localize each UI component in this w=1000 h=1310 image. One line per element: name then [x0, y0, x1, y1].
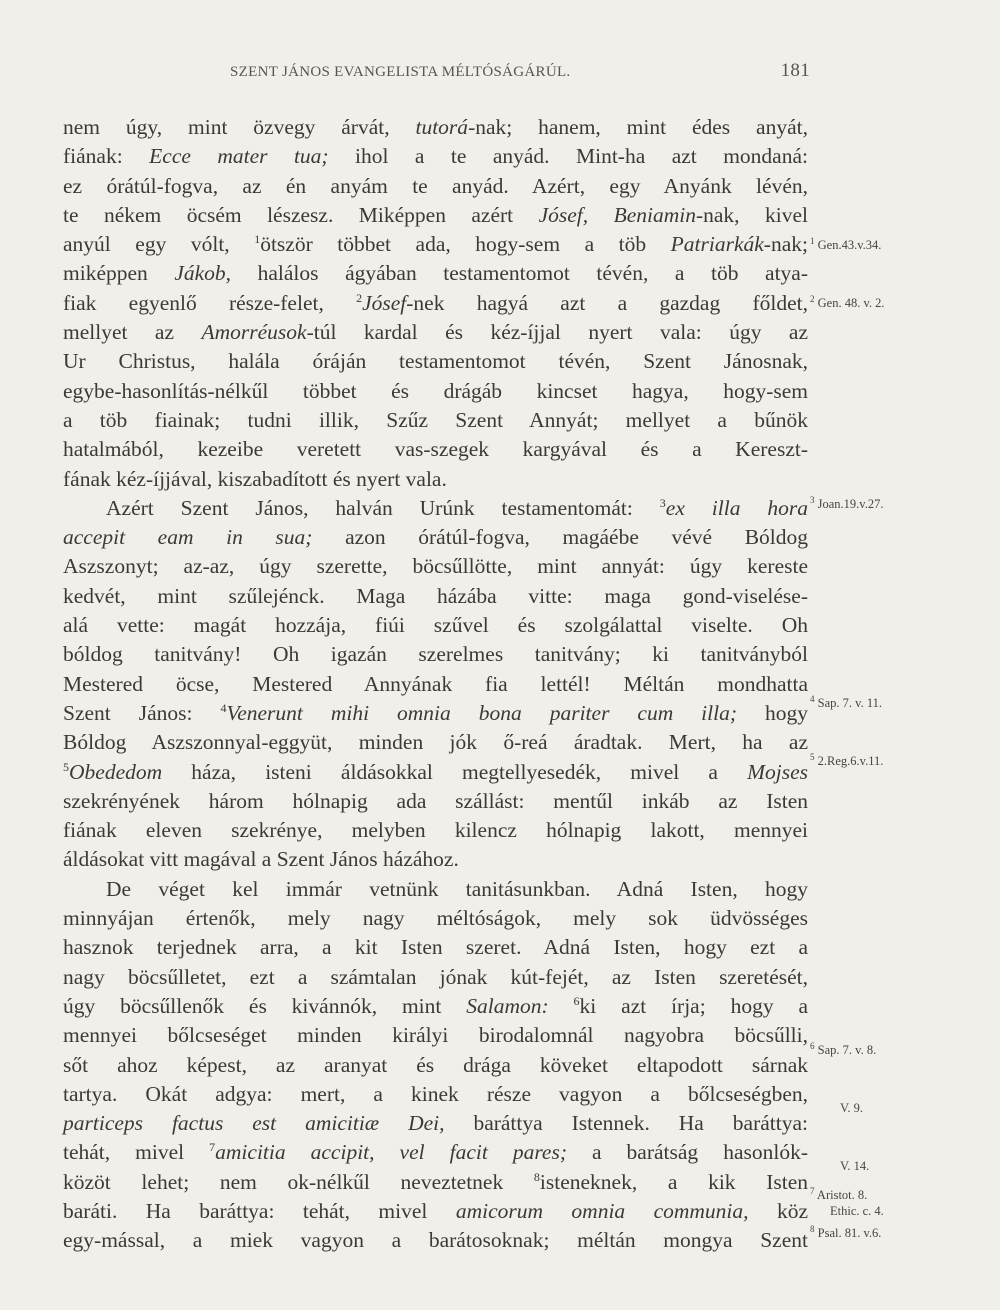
note-text: Ethic. c. 4.	[830, 1204, 884, 1218]
italic-text: Jósef, Beniamin	[538, 202, 696, 227]
text-run: isteneknek, a kik Isten	[539, 1169, 808, 1194]
text-line	[63, 113, 808, 142]
note-marker: 6	[810, 1041, 815, 1051]
italic-text: ex illa hora	[665, 495, 808, 520]
text-run: egybe-hasonlítás-nélkűl többet és drágáb kincset hagya, hogy-sem	[63, 378, 808, 403]
italic-text: Patriarkák	[670, 232, 764, 257]
text-line	[63, 1021, 808, 1050]
text-line	[63, 963, 808, 992]
italic-text: tutorá	[415, 115, 469, 139]
text-line	[63, 347, 808, 376]
text-run: Szent János:	[63, 700, 221, 725]
text-line	[63, 640, 808, 669]
text-line	[63, 845, 808, 874]
text-line	[63, 1138, 808, 1167]
text-line	[63, 172, 808, 201]
text-line	[63, 435, 808, 464]
text-line	[63, 1109, 808, 1138]
italic-text: Ecce mater tua;	[149, 144, 329, 169]
main-text	[63, 113, 808, 1256]
text-run: Bóldog Aszszonnyal-eggyüt, minden jók ő-reá áradtak. Mert, ha az	[63, 730, 808, 755]
text-run: halálos ágyában testamentomot tévén, a töb atya-	[231, 261, 808, 286]
text-run: bóldog tanitvány! Oh igazán szerelmes tanitvány; ki tanitványból	[63, 642, 808, 667]
text-line	[63, 1168, 808, 1197]
text-run: Aszszonyt; az-az, úgy szerette, böcsűllötte, mint annyát: úgy kereste	[63, 554, 808, 579]
text-line	[63, 992, 808, 1021]
footnote-marker: 1	[254, 232, 261, 247]
text-line	[63, 230, 808, 259]
italic-text: Jósef	[362, 290, 407, 315]
margin-note	[810, 238, 881, 253]
footnote-marker: 6	[573, 993, 580, 1008]
text-run: egy-mással, a miek vagyon a barátosoknak; méltán mongya Szent	[63, 1228, 808, 1253]
italic-text: amicitia accipit, vel facit pares;	[215, 1140, 567, 1165]
text-line	[63, 259, 808, 288]
note-text: Joan.19.v.27.	[814, 497, 884, 511]
page-number: 181	[780, 60, 810, 81]
note-text: Aristot. 8.	[814, 1188, 868, 1202]
text-run: Mestered öcse, Mestered Annyának fia lettél! Méltán mondhatta	[63, 671, 808, 696]
text-run	[549, 994, 574, 1018]
footnote-marker: 8	[533, 1169, 540, 1184]
text-run: nem úgy, mint özvegy árvát,	[63, 115, 416, 139]
text-run: hatalmából, kezeibe veretett vas-szegek kargyával és a Kereszt-	[63, 437, 808, 462]
text-run: a barátság hasonlók-	[566, 1140, 808, 1165]
running-title: SZENT JÁNOS EVANGELISTA MÉLTÓSÁGÁRÚL.	[230, 64, 571, 80]
text-line	[63, 670, 808, 699]
text-run: nagy böcsűlletet, ezt a számtalan jónak kút-fejét, az Isten szeretését,	[63, 964, 808, 989]
note-text: Gen. 48. v. 2.	[814, 296, 885, 310]
text-run: hogy	[737, 700, 808, 725]
italic-text: Amorréusok	[201, 320, 307, 345]
text-run: a töb fiainak; tudni illik, Szűz Szent Annyát; mellyet a bűnök	[63, 407, 808, 432]
text-run: sőt ahoz képest, az aranyat és drága köveket eltapodott sárnak	[63, 1052, 808, 1077]
text-line	[63, 289, 808, 318]
text-run: baráttya Istennek. Ha baráttya:	[444, 1111, 808, 1136]
note-marker: 1	[810, 236, 815, 246]
text-run: -nek hagyá azt a gazdag főldet,	[406, 290, 808, 315]
margin-note	[810, 1043, 876, 1058]
note-marker: 2	[810, 294, 815, 304]
text-line	[63, 465, 808, 494]
italic-text: Mojses	[747, 759, 808, 784]
italic-text: particeps factus est amicitiæ Dei,	[63, 1111, 445, 1136]
text-run: baráti. Ha baráttya: tehát, mivel	[63, 1198, 456, 1223]
note-text: Psal. 81. v.6.	[814, 1226, 882, 1240]
text-run: kedvét, mint szűlejénck. Maga házába vitte: maga gond-viselése-	[63, 583, 808, 608]
note-marker: 8	[810, 1224, 815, 1234]
text-line	[63, 377, 808, 406]
note-text: Sap. 7. v. 8.	[814, 1043, 877, 1057]
text-run: azon órátúl-fogva, magáébe vévé Bóldog	[312, 525, 809, 550]
text-line	[63, 523, 808, 552]
text-run: Ur Christus, halála óráján testamentomot tévén, Szent Jánosnak,	[63, 349, 808, 374]
footnote-marker: 7	[209, 1140, 216, 1155]
margin-note	[810, 497, 883, 512]
margin-note	[810, 696, 882, 711]
note-text: Sap. 7. v. 11.	[814, 696, 882, 710]
text-line	[63, 758, 808, 787]
text-line	[63, 406, 808, 435]
text-run: fának kéz-íjjával, kiszabadított és nyert vala.	[63, 466, 447, 491]
text-run: -túl kardal és kéz-íjjal nyert vala: úgy az	[306, 320, 808, 345]
note-text: V. 9.	[840, 1101, 864, 1115]
note-marker: 4	[810, 694, 815, 704]
text-line	[63, 494, 808, 523]
text-run: tartya. Okát adgya: mert, a kinek része vagyon a bőlcseségben,	[63, 1081, 808, 1106]
text-line	[63, 201, 808, 230]
text-run: minnyájan értenők, mely nagy méltóságok, mely sok üdvösséges	[63, 906, 808, 931]
text-run: anyúl egy vólt,	[63, 232, 255, 257]
text-line	[63, 787, 808, 816]
text-run: te nékem öcsém lészesz. Miképpen azért	[63, 202, 539, 227]
text-run: köz	[748, 1198, 808, 1223]
text-run: úgy böcsűllenők és kivánnók, mint	[63, 993, 467, 1018]
text-line	[63, 1197, 808, 1226]
text-line	[63, 816, 808, 845]
margin-note	[810, 296, 885, 311]
note-marker: 7	[810, 1186, 815, 1196]
text-run: -nak, kivel	[695, 202, 808, 227]
text-line	[63, 875, 808, 904]
text-run: szekrényének három hólnapig ada szállást: mentűl inkáb az Isten	[63, 788, 808, 813]
text-run: fiak egyenlő része-felet,	[63, 290, 357, 315]
text-line	[63, 142, 808, 171]
text-run: háza, isteni áldásokkal megtellyesedék, mivel a	[162, 759, 748, 784]
text-run: ihol a te anyád. Mint-ha azt mondaná:	[328, 144, 808, 169]
footnote-marker: 2	[356, 290, 363, 305]
text-run: fiának eleven szekrénye, melyben kilencz hólnapig lakott, mennyei	[63, 818, 808, 843]
text-run: áldásokat vitt magával a Szent János házához.	[63, 847, 459, 872]
note-text: Gen.43.v.34.	[814, 238, 882, 252]
margin-note	[830, 1204, 884, 1219]
text-line	[63, 933, 808, 962]
italic-text: Jákob,	[174, 261, 232, 286]
note-marker: 5	[810, 752, 815, 762]
margin-note	[840, 1101, 863, 1116]
text-run: mellyet az	[63, 320, 202, 345]
margin-note	[810, 754, 883, 769]
note-text: 2.Reg.6.v.11.	[814, 754, 884, 768]
text-run: közöt lehet; nem ok-nélkűl neveztetnek	[63, 1169, 534, 1194]
footnote-marker: 3	[659, 495, 666, 510]
text-line	[63, 582, 808, 611]
margin-note	[810, 1226, 881, 1241]
text-run: tehát, mivel	[63, 1140, 210, 1165]
text-line	[63, 611, 808, 640]
text-line	[63, 1226, 808, 1255]
text-run: alá vette: magát hozzája, fiúi szűvel és szolgálattal viselte. Oh	[63, 613, 808, 638]
text-line	[63, 728, 808, 757]
italic-text: Venerunt mihi omnia bona pariter cum illa;	[226, 700, 738, 725]
text-run: De véget kel immár vetnünk tanitásunkban. Adná Isten, hogy	[63, 876, 808, 901]
text-line	[63, 699, 808, 728]
italic-text: Salamon:	[466, 993, 549, 1018]
text-line	[63, 904, 808, 933]
text-line	[63, 1080, 808, 1109]
text-line	[63, 1051, 808, 1080]
note-marker: 3	[810, 495, 815, 505]
text-run: -nak;	[763, 232, 808, 257]
text-run: Azért Szent János, halván Urúnk testamentomát:	[63, 495, 660, 520]
text-run: ki azt írja; hogy a	[579, 993, 808, 1018]
margin-note	[810, 1188, 867, 1203]
note-text: V. 14.	[840, 1159, 870, 1173]
text-run: -nak; hanem, mint édes anyát,	[468, 115, 808, 139]
text-line	[63, 552, 808, 581]
footnote-marker: 4	[220, 700, 227, 715]
italic-text: Obededom	[69, 759, 163, 784]
text-run: ötször többet ada, hogy-sem a töb	[260, 232, 671, 257]
footnote-marker: 5	[63, 759, 69, 774]
text-line	[63, 318, 808, 347]
text-run: mennyei bőlcseséget minden királyi birodalomnál nagyobra böcsűlli,	[63, 1023, 808, 1048]
text-run: fiának:	[63, 144, 150, 169]
text-run: hasznok terjednek arra, a kit Isten szeret. Adná Isten, hogy ezt a	[63, 935, 808, 960]
text-run: ez órátúl-fogva, az én anyám te anyád. Azért, egy Anyánk lévén,	[63, 173, 808, 198]
text-run: miképpen	[63, 261, 175, 286]
italic-text: amicorum omnia communia,	[455, 1198, 749, 1223]
margin-note	[840, 1159, 869, 1174]
italic-text: accepit eam in sua;	[63, 525, 313, 550]
